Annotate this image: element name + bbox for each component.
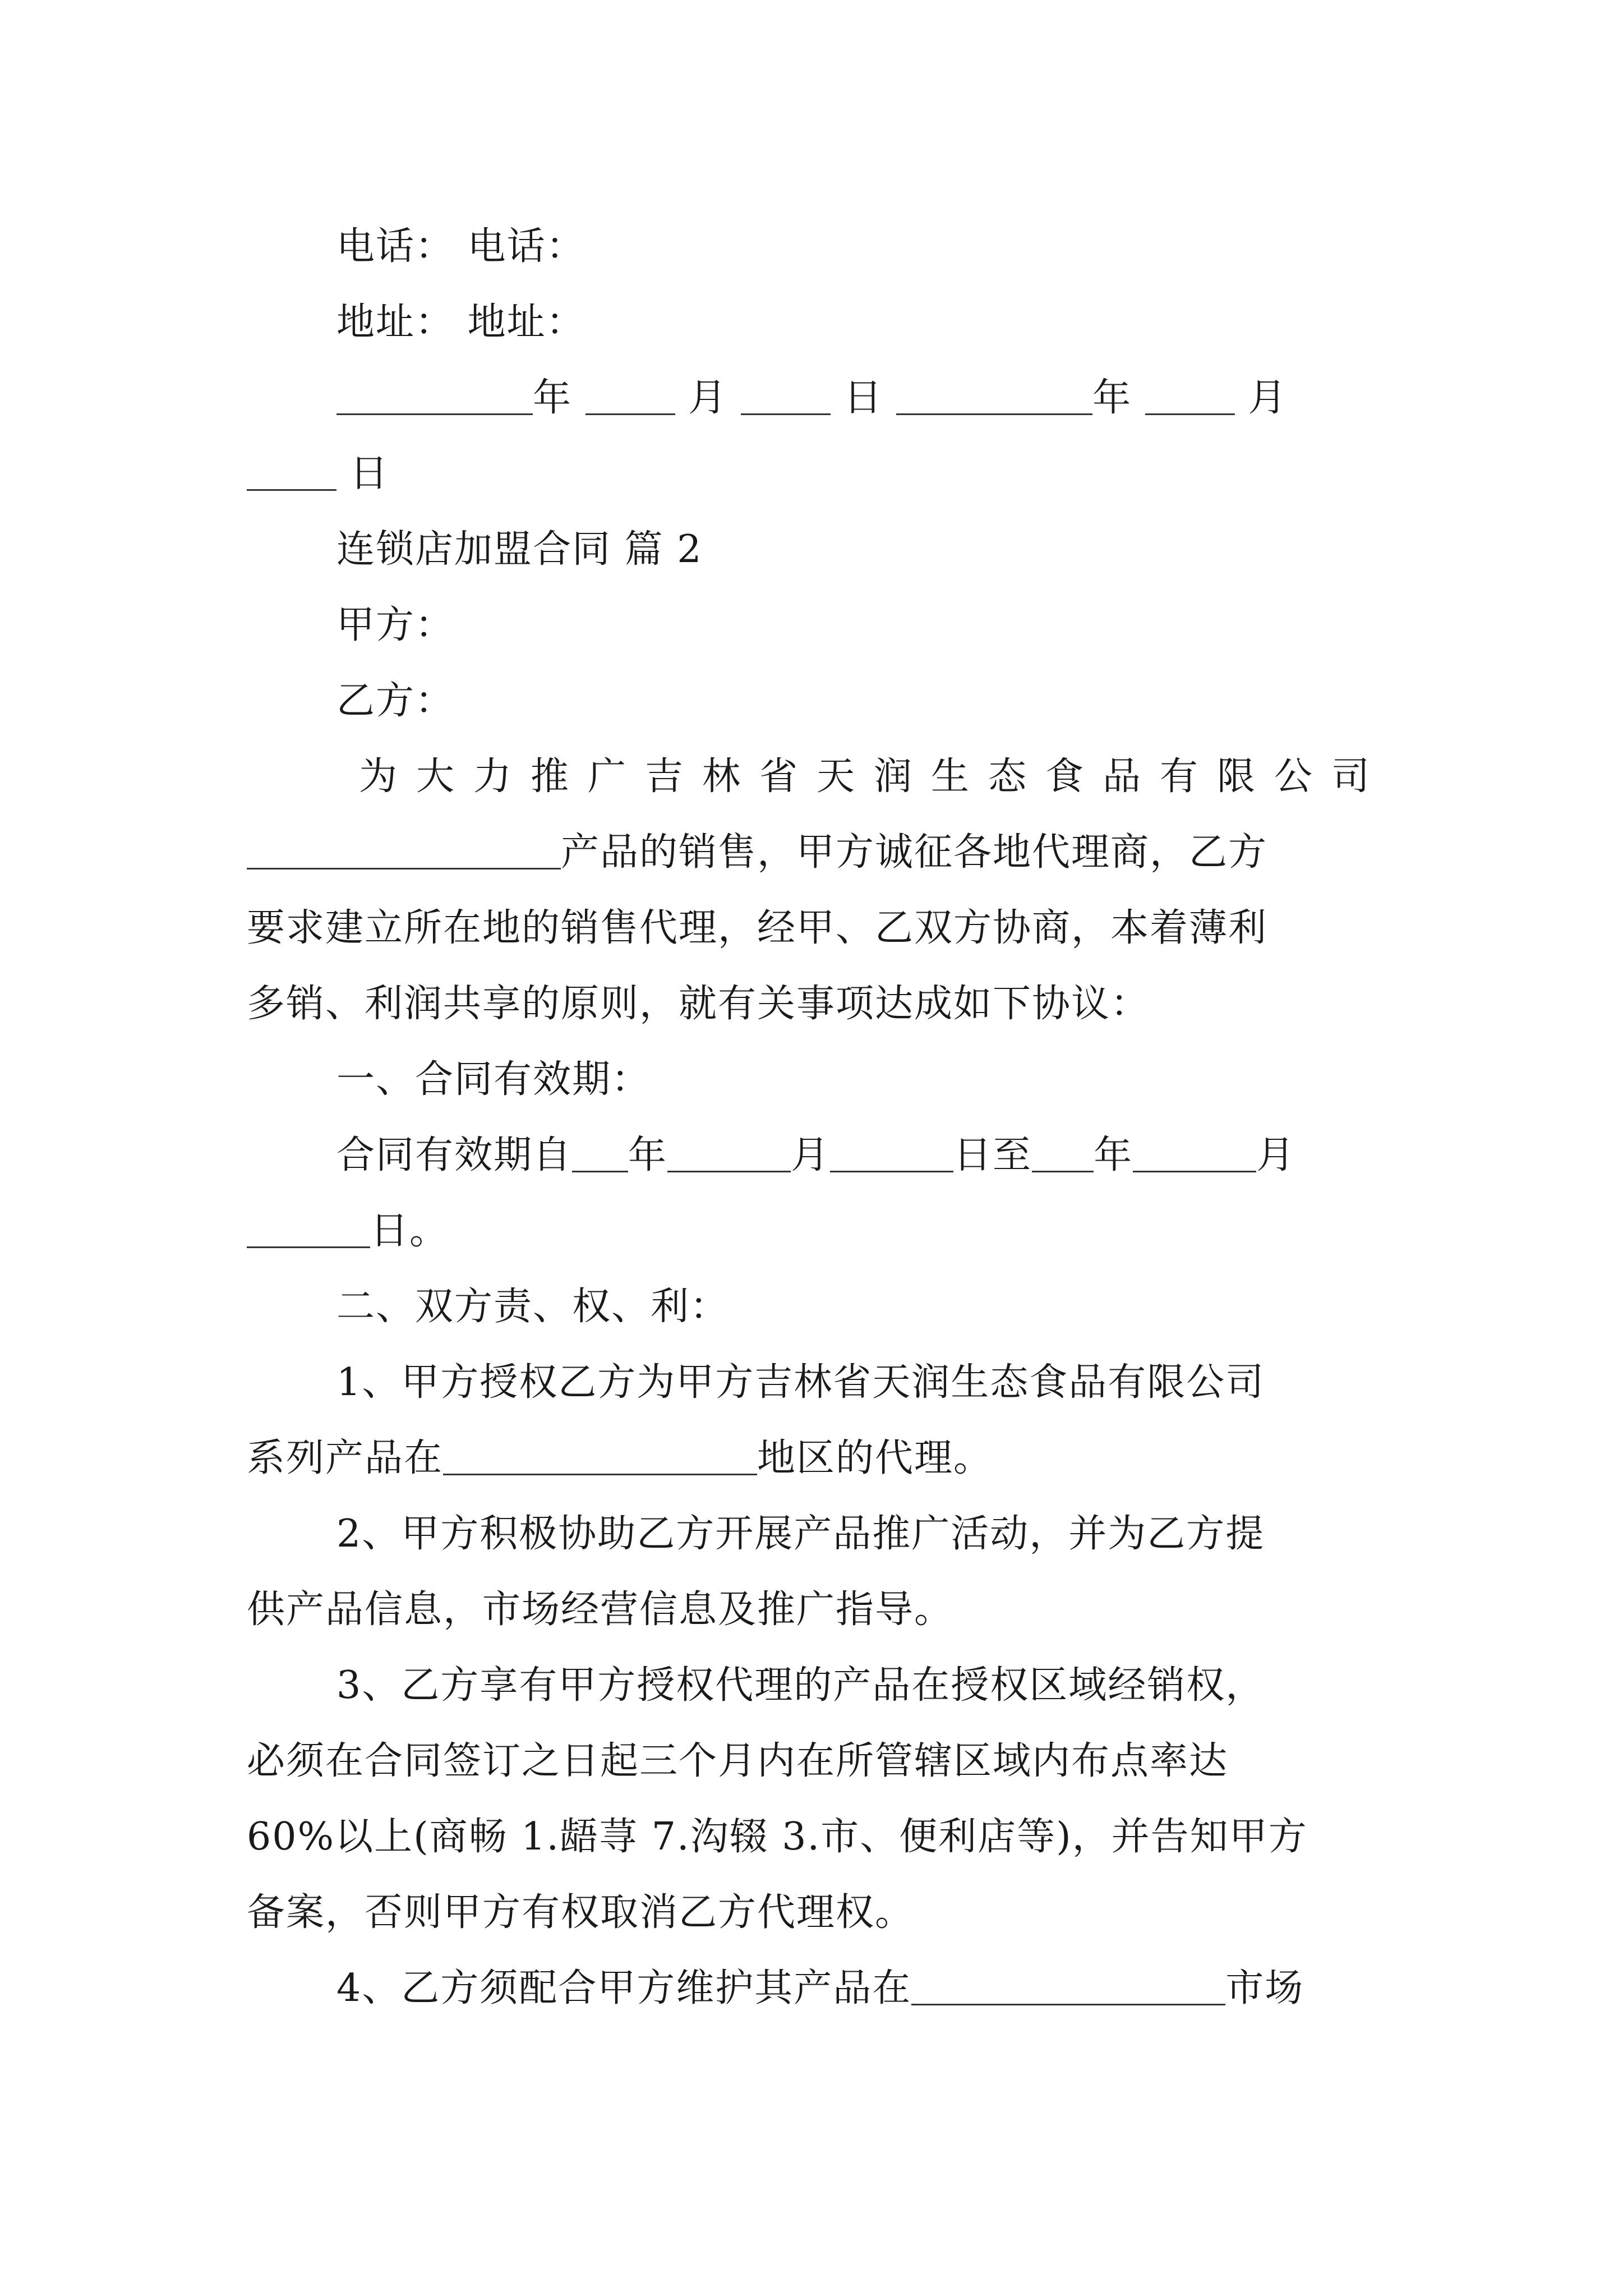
clause-2-heading: 二、双方责、权、利： [336, 1285, 730, 1329]
blank-field [1032, 1137, 1094, 1172]
clause-2-item-3-line-4: 备案，否则甲方有权取消乙方代理权。 [247, 1890, 915, 1935]
year-label: 年 [1092, 376, 1132, 420]
month-label: 月 [688, 376, 728, 420]
day-label: 日 [843, 376, 883, 420]
item-1-tail: 地区的代理。 [757, 1436, 993, 1480]
month-label: 月 [1248, 376, 1288, 420]
blank-field [247, 834, 561, 869]
month-label: 月 [791, 1133, 831, 1177]
clause-2-item-2-line-1: 2、甲方积极协助乙方开展产品推广活动，并为乙方提 [336, 1512, 1265, 1556]
year-label: 年 [1094, 1133, 1133, 1177]
clause-2-item-4-line-1 [336, 1963, 1469, 2014]
clause-2-item-3-line-2: 必须在合同签订之日起三个月内在所管辖区域内布点率达 [247, 1739, 1229, 1783]
address-line: 地址： 地址： [336, 300, 585, 344]
clause-2-item-2-line-2: 供产品信息，市场经营信息及推广指导。 [247, 1588, 954, 1632]
blank-field [247, 455, 336, 491]
intro-line-3: 要求建立所在地的销售代理，经甲、乙双方协商，本着薄利 [247, 906, 1268, 950]
clause-1-start: 合同有效期自 [336, 1133, 573, 1177]
blank-field [741, 380, 831, 415]
blank-field [911, 1970, 1225, 2005]
day-label: 日 [349, 452, 389, 496]
intro-line-4: 多销、利润共享的原则，就有关事项达成如下协议： [247, 982, 1150, 1026]
blank-field [585, 380, 675, 415]
day-end-label: 日。 [370, 1209, 449, 1253]
party-a: 甲方： [336, 603, 455, 647]
clause-2-item-3-line-3: 60%以上(商畅 1.龉荨 7.沟辍 3.市、便利店等)，并告知甲方 [247, 1815, 1308, 1859]
intro-line-2-text: 产品的销售，甲方诚征各地代理商，乙方 [561, 830, 1268, 875]
blank-field [247, 1213, 370, 1248]
blank-field [896, 380, 1092, 415]
clause-2-item-1-line-2 [247, 1433, 1380, 1484]
intro-line-2 [247, 827, 1380, 878]
sign-date-line-cont [247, 449, 1380, 499]
day-to-label: 日至 [953, 1133, 1032, 1177]
clause-1-text-cont [247, 1206, 1380, 1257]
item-1-head: 系列产品在 [247, 1436, 444, 1480]
sign-date-line [336, 373, 1469, 424]
year-label: 年 [628, 1133, 668, 1177]
year-label: 年 [533, 376, 573, 420]
blank-field [667, 1137, 791, 1172]
party-b: 乙方： [336, 679, 455, 723]
month-label: 月 [1256, 1133, 1296, 1177]
blank-field [572, 1137, 628, 1172]
blank-field [830, 1137, 953, 1172]
phone-line: 电话： 电话： [336, 224, 585, 269]
item-4-tail: 市场 [1225, 1966, 1304, 2010]
clause-1-heading: 一、合同有效期： [336, 1057, 651, 1102]
clause-1-text [336, 1130, 1469, 1181]
blank-field [336, 380, 533, 415]
blank-field [443, 1440, 757, 1475]
section-title: 连锁店加盟合同 篇 2 [336, 527, 703, 572]
blank-field [1133, 1137, 1256, 1172]
blank-field [1145, 380, 1235, 415]
clause-2-item-1-line-1: 1、甲方授权乙方为甲方吉林省天润生态食品有限公司 [336, 1360, 1265, 1405]
intro-line-1: 为大力推广吉林省天润生态食品有限公司 [359, 754, 1380, 799]
clause-2-item-3-line-1: 3、乙方享有甲方授权代理的产品在授权区域经销权， [336, 1663, 1265, 1708]
item-4-head: 4、乙方须配合甲方维护其产品在 [336, 1966, 912, 2010]
